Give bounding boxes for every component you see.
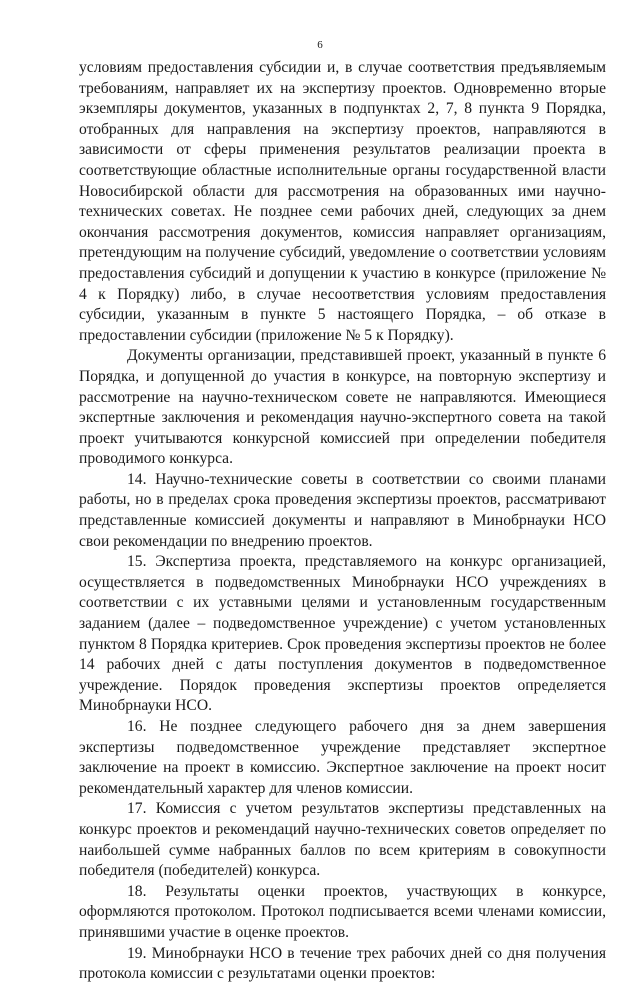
paragraph-item-18: 18. Результаты оценки проектов, участвующих в конкурсе, оформляются протоколом. Протокол подписывается всеми членами комиссии, принявшими участие в оценке проектов. — [79, 882, 606, 941]
paragraph-item-17: 17. Комиссия с учетом результатов экспертизы представленных на конкурс проектов и рекомендаций научно-технических советов определяет по наибольшей сумме набранных баллов по всем критериям в совокупности победителя (победителей) конкурса. — [79, 800, 606, 880]
paragraph-continuation: условиям предоставления субсидии и, в случае соответствия предъявляемым требованиям, направляет их на экспертизу проектов. Одновременно вторые экземпляры документов, указанных в подпунктах 2, 7, 8 пункта 9 Порядка, отобранных для направления на экспертизу проектов, направляются в зависимости от сферы применения результатов реализации проекта в соответствующие областные исполнительные органы государственной власти Новосибирской области для рассмотрения на образованных ими научно-технических советах. Не позднее семи рабочих дней, следующих за днем окончания рассмотрения документов, комиссия направляет организациям, претендующим на получение субсидий, уведомление о соответствии условиям предоставления субсидий и допущении к участию в конкурсе (приложение № 4 к Порядку) либо, в случае несоответствия условиям предоставления субсидии, указанным в пункте 5 настоящего Порядка, – об отказе в предоставлении субсидии (приложение № 5 к Порядку). — [79, 59, 606, 344]
paragraph-item-14: 14. Научно-технические советы в соответствии со своими планами работы, но в пределах срока проведения экспертизы проектов, рассматривают представленные комиссией документы и направляют в Минобрнауки НСО свои рекомендации по внедрению проектов. — [79, 470, 606, 550]
paragraph-item-19: 19. Минобрнауки НСО в течение трех рабочих дней со дня получения протокола комиссии с результатами оценки проектов: — [79, 944, 606, 983]
paragraph-item-15: 15. Экспертиза проекта, представляемого на конкурс организацией, осуществляется в подведомственных Минобрнауки НСО учреждениях в соответствии с их уставными целями и установленным государственным заданием (далее – подведомственное учреждение) с учетом установленных пунктом 8 Порядка критериев. Срок проведения экспертизы проектов не более 14 рабочих дней с даты поступления документов в подведомственное учреждение. Порядок проведения экспертизы проектов определяется Минобрнауки НСО. — [79, 553, 606, 715]
paragraph-item-16: 16. Не позднее следующего рабочего дня за днем завершения экспертизы подведомственное учреждение представляет экспертное заключение на проект в комиссию. Экспертное заключение на проект носит рекомендательный характер для членов комиссии. — [79, 718, 606, 797]
page-number: 6 — [317, 39, 323, 51]
document-body — [79, 58, 606, 985]
paragraph-documents-organization: Документы организации, представившей проект, указанный в пункте 6 Порядка, и допущенной до участия в конкурсе, на повторную экспертизу и рассмотрение на научно-техническом совете не направляются. Имеющиеся экспертные заключения и рекомендация научно-экспертного совета на такой проект учитываются конкурсной комиссией при определении победителя проводимого конкурса. — [79, 347, 606, 468]
